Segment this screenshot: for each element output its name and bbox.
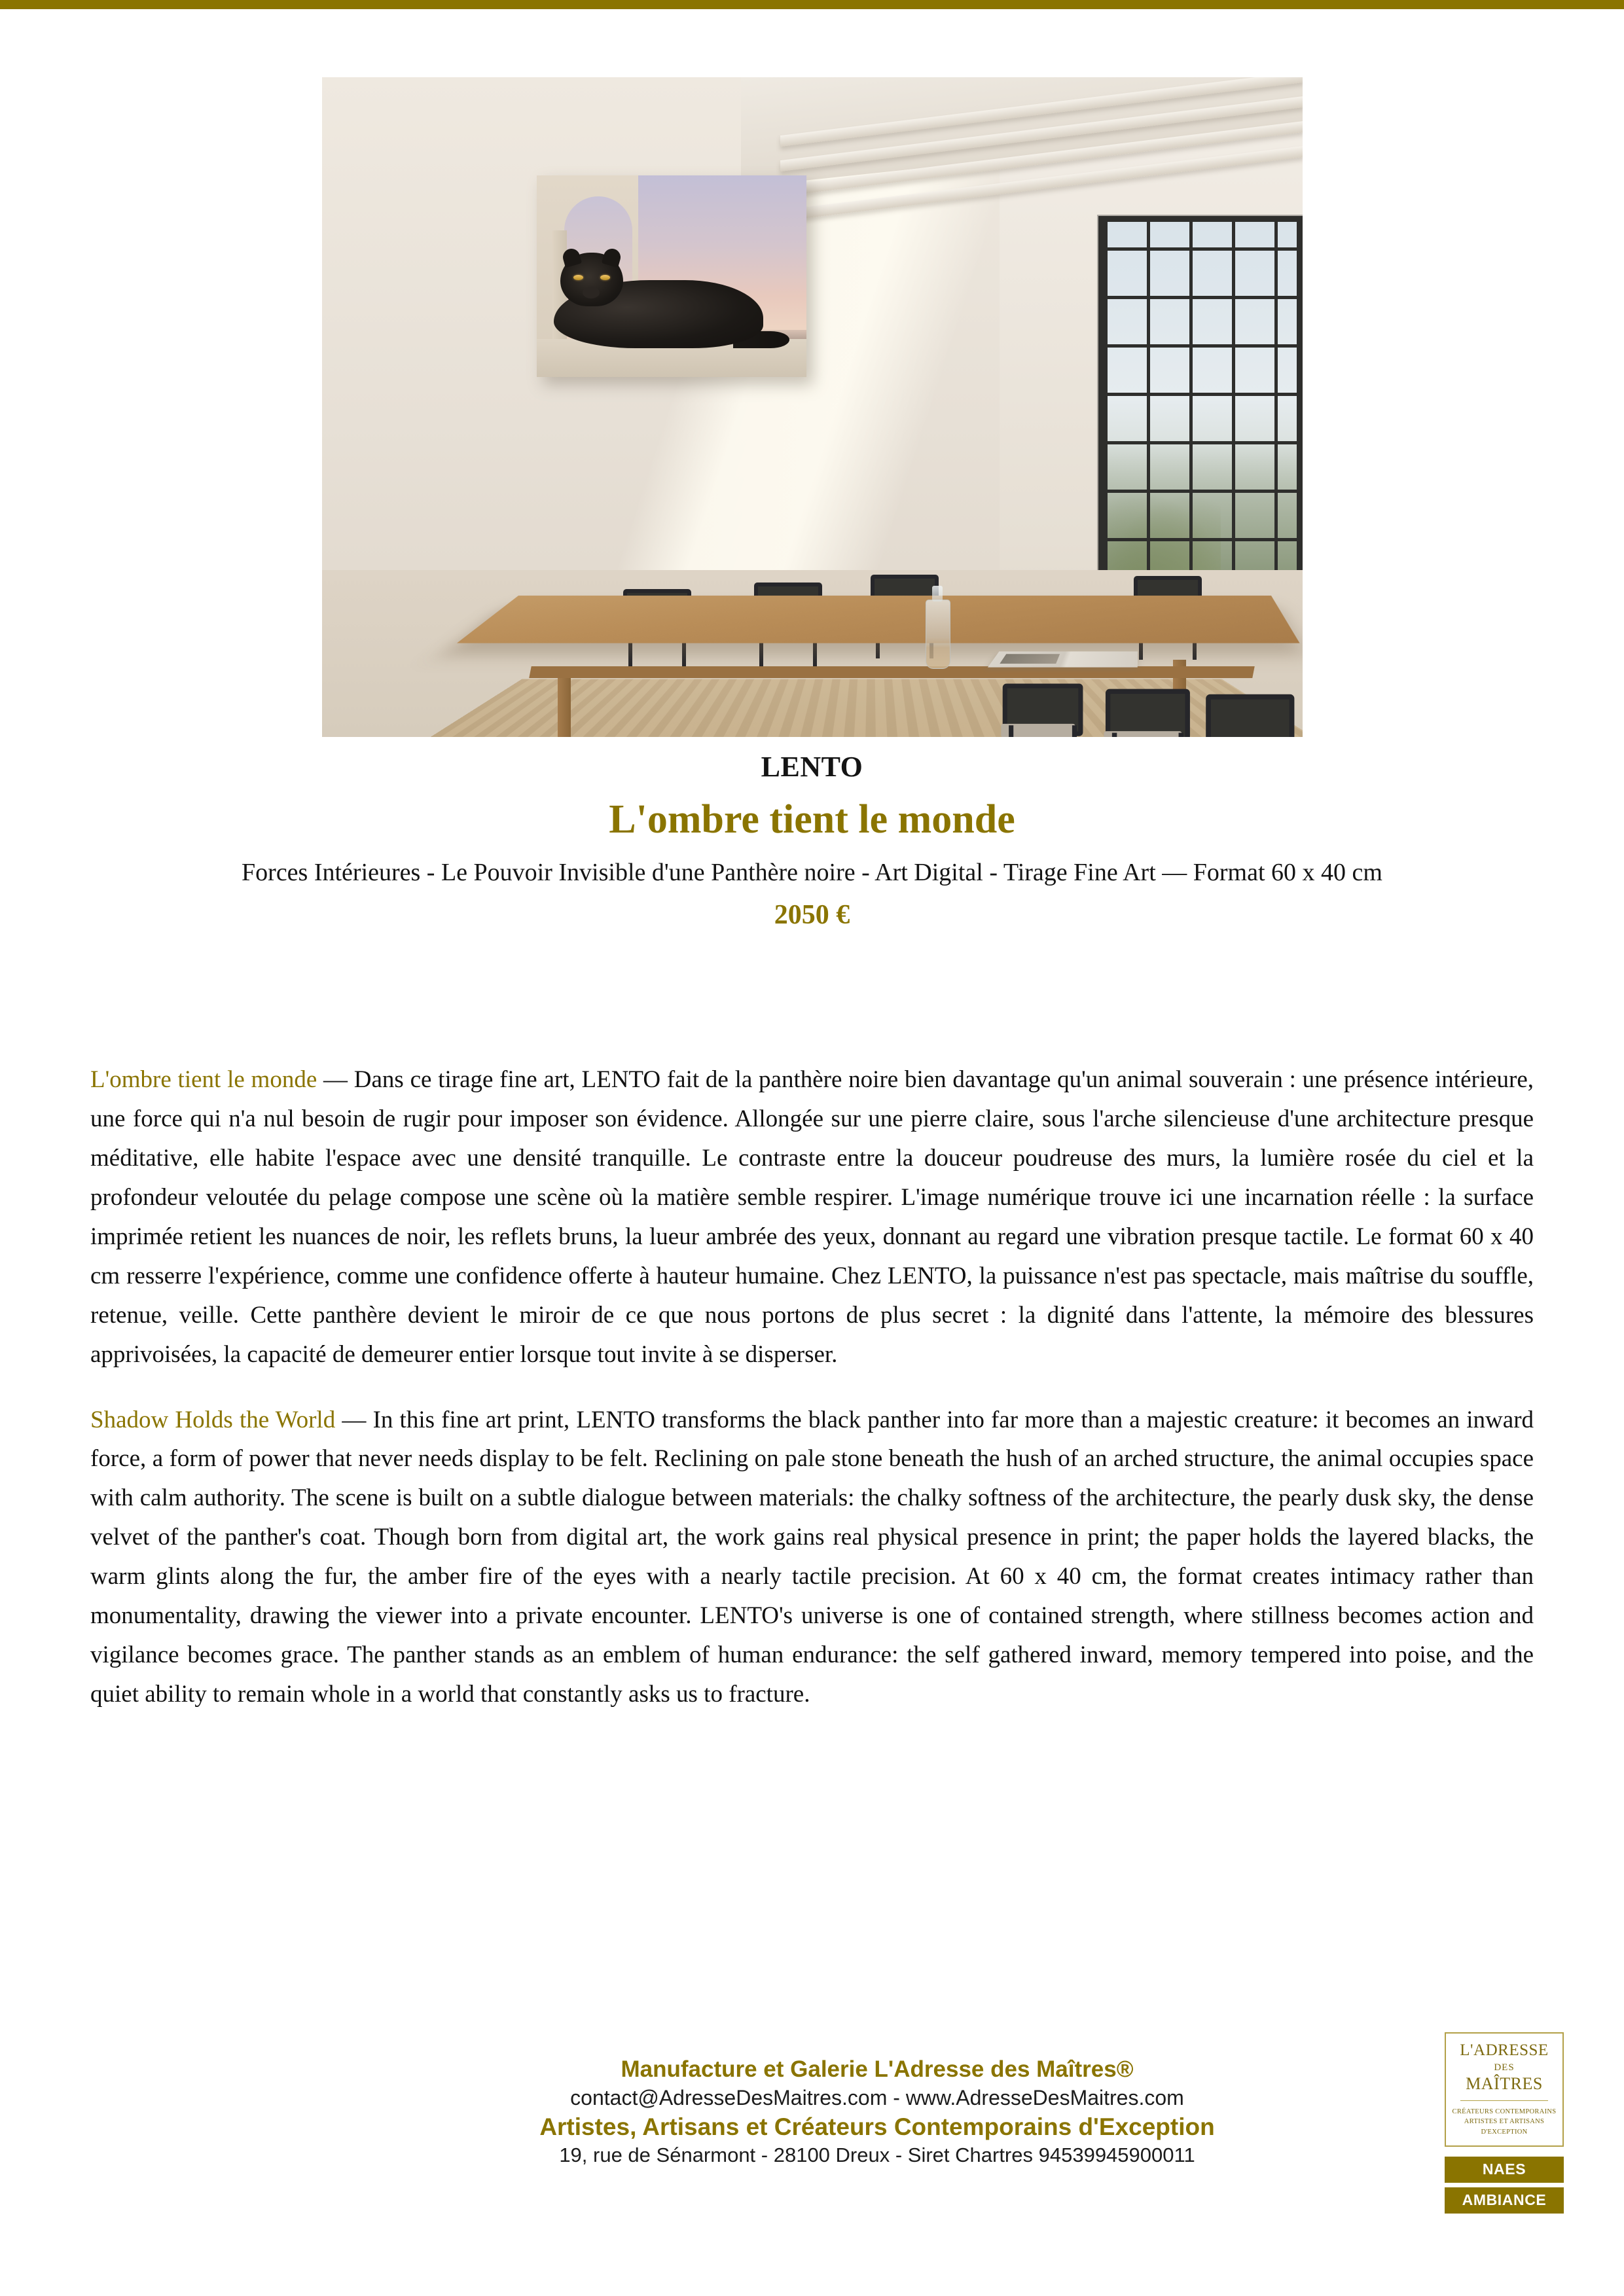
hero-image bbox=[322, 77, 1303, 737]
chair bbox=[1099, 689, 1187, 737]
footer-contact-line[interactable]: contact@AdresseDesMaitres.com - www.AdresseDesMaitres.com bbox=[570, 2085, 1184, 2109]
table-edge bbox=[529, 666, 1254, 678]
top-gold-rule bbox=[0, 0, 1624, 9]
footer-company-name: Manufacture et Galerie L'Adresse des Maîtres® bbox=[621, 2056, 1134, 2082]
description-block bbox=[90, 1060, 1534, 1740]
description-separator-en: — bbox=[335, 1406, 373, 1433]
panther-eye bbox=[573, 275, 583, 280]
badge-naes: NAES bbox=[1445, 2157, 1564, 2183]
dining-table bbox=[457, 596, 1300, 643]
panther-head bbox=[560, 253, 623, 306]
description-paragraph-en bbox=[90, 1401, 1534, 1715]
page-footer bbox=[0, 2055, 1624, 2168]
logo-line-des: DES bbox=[1494, 2062, 1515, 2073]
artist-brand-name: LENTO bbox=[761, 751, 863, 783]
badge-ambiance: AMBIANCE bbox=[1445, 2187, 1564, 2214]
carafe bbox=[926, 600, 950, 669]
table-leg bbox=[558, 674, 571, 737]
description-lead-en: Shadow Holds the World bbox=[90, 1406, 336, 1433]
wall-artwork bbox=[537, 175, 806, 377]
artwork-header bbox=[0, 751, 1624, 931]
logo-line-adresse: L'ADRESSE bbox=[1460, 2041, 1549, 2059]
panther-muzzle bbox=[583, 287, 600, 298]
description-lead-fr: L'ombre tient le monde bbox=[90, 1066, 317, 1093]
description-body-en: In this fine art print, LENTO transforms the black panther into far more than a majestic creature: it becomes an inward force, a form of power that never needs display to be felt. Reclining on pale stone beneath the hush of an arched structure, the animal occupies space with calm authority. The scene is built on a subtle dialogue between materials: the chalky softness of the architecture, the pearly dusk sky, the dense velvet of the panther's coat. Though born from digital art, the work gains real physical presence in print; the paper holds the layered blacks, the warm glints along the fur, the amber fire of the eyes with a nearly tactile precision. At 60 x 40 cm, the format creates intimacy rather than monumentality, drawing the viewer into a private encounter. LENTO's universe is one of contained strength, where stillness becomes action and vigilance becomes grace. The panther stands as an emblem of human endurance: the self gathered inward, memory tempered into poise, and the quiet ability to remain whole in a world that constantly asks us to fracture. bbox=[90, 1406, 1534, 1708]
logo-divider bbox=[1460, 2100, 1548, 2101]
logo-subtitle-1: CRÉATEURS CONTEMPORAINS bbox=[1452, 2108, 1557, 2115]
window-mullion-grid bbox=[1104, 222, 1297, 590]
open-book bbox=[988, 651, 1138, 667]
artwork-subtitle: Forces Intérieures - Le Pouvoir Invisible d'une Panthère noire - Art Digital - Tirage Fine Art — Format 60 x 40 cm bbox=[242, 858, 1382, 886]
footer-contact-block bbox=[281, 2055, 1473, 2168]
brand-logo-block bbox=[1445, 2032, 1564, 2214]
room-scene bbox=[322, 77, 1303, 737]
logo-subtitle-2: ARTISTES ET ARTISANS bbox=[1464, 2118, 1545, 2126]
footer-address-line: 19, rue de Sénarmont - 28100 Dreux - Siret Chartres 94539945900011 bbox=[559, 2144, 1195, 2167]
description-body-fr: Dans ce tirage fine art, LENTO fait de la panthère noire bien davantage qu'un animal souverain : une présence intérieure, une force qui n'a nul besoin de rugir pour imposer son évidence. Allongée sur une pierre claire, sous l'arche silencieuse d'une architecture presque méditative, elle habite l'espace avec une densité tranquille. Le contraste entre la douceur poudreuse des murs, la lumière rosée du ciel et la profondeur veloutée du pelage compose une scène où la matière semble respirer. L'image numérique trouve ici une incarnation réelle : la surface imprimée retient les nuances de noir, les reflets bruns, la lueur ambrée des yeux, donnant au regard une vibration presque tactile. Le format 60 x 40 cm resserre l'expérience, comme une confidence offerte à hauteur humaine. Chez LENTO, la puissance n'est pas spectacle, mais maîtrise du souffle, retenue, veille. Cette panthère devient le miroir de ce que nous portons de plus secret : la dignité dans l'attente, la mémoire des blessures apprivoisées, la capacité de demeurer entier lorsque tout invite à se disperser. bbox=[90, 1066, 1534, 1368]
window bbox=[1098, 216, 1303, 596]
chair bbox=[1199, 694, 1291, 737]
logo-subtitle-3: D'EXCEPTION bbox=[1481, 2128, 1528, 2136]
logo-line-maitres: MAÎTRES bbox=[1466, 2074, 1543, 2094]
page-title: L'ombre tient le monde bbox=[609, 797, 1015, 842]
description-paragraph-fr bbox=[90, 1060, 1534, 1374]
logo-frame bbox=[1445, 2032, 1564, 2147]
footer-tagline: Artistes, Artisans et Créateurs Contemporains d'Exception bbox=[539, 2113, 1215, 2140]
price-label: 2050 € bbox=[774, 900, 850, 931]
chair bbox=[996, 683, 1079, 737]
description-separator-fr: — bbox=[317, 1066, 354, 1093]
panther-eye bbox=[600, 275, 610, 280]
